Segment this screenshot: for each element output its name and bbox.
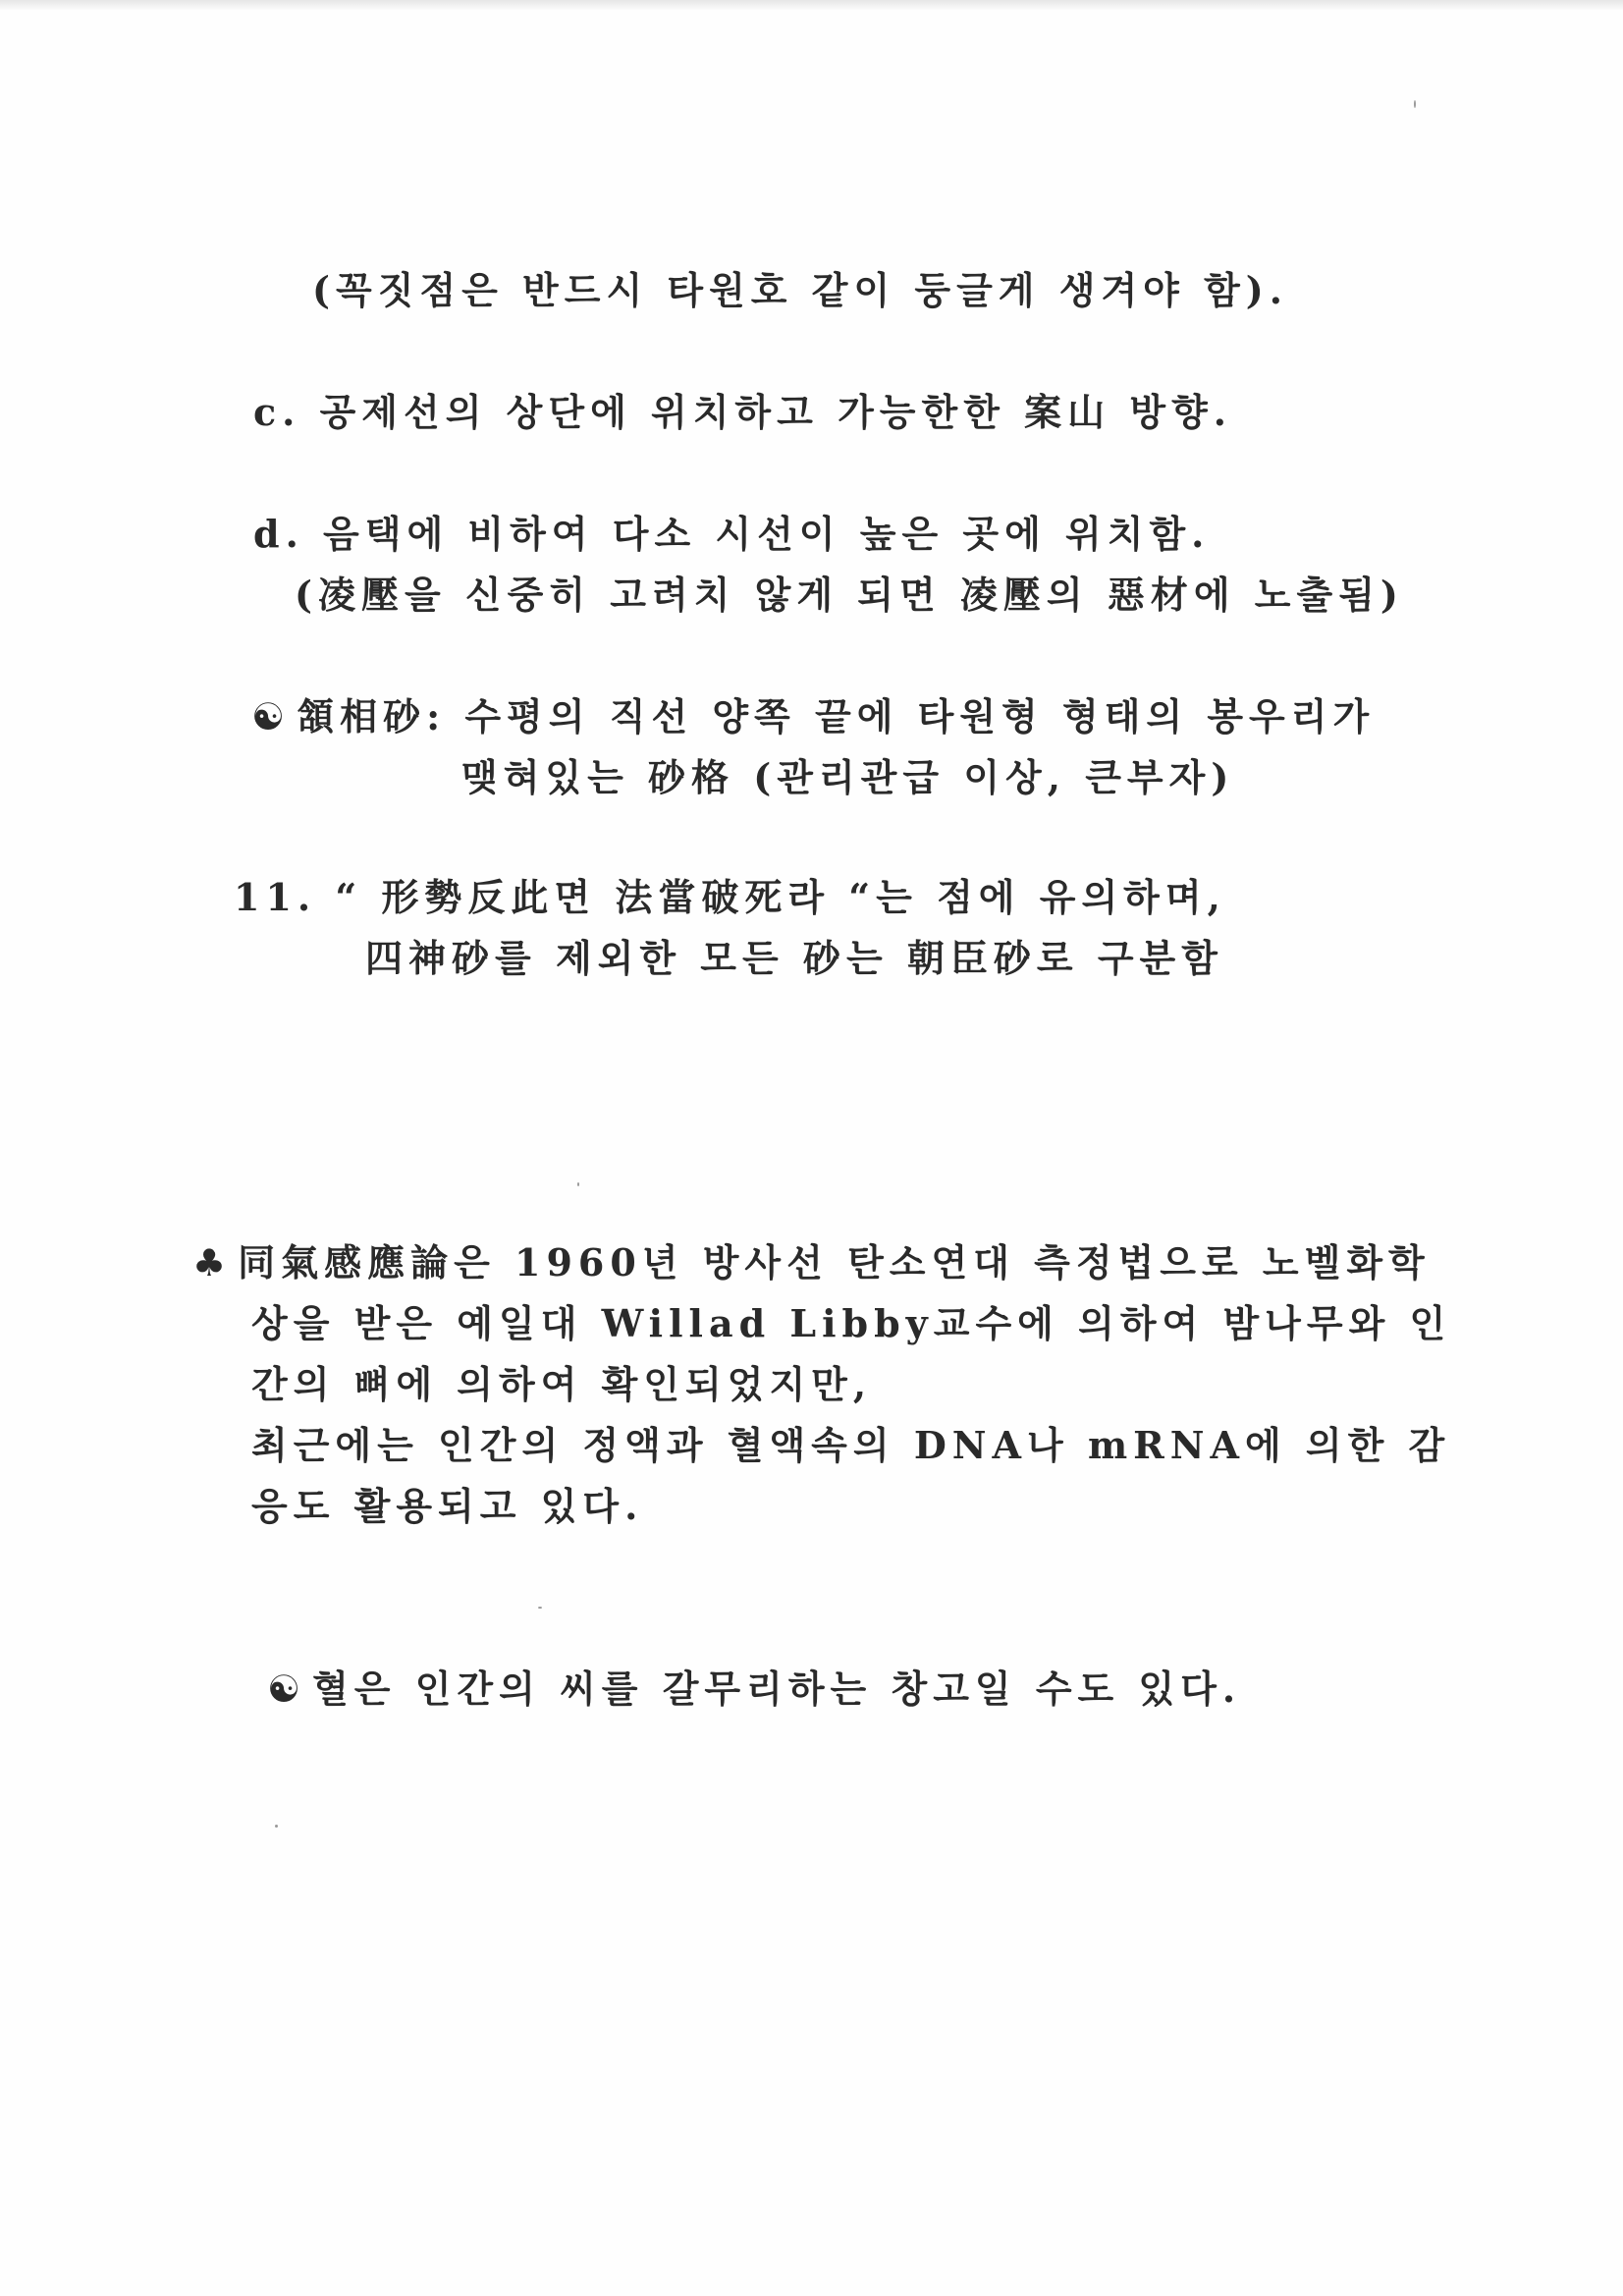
text-line-item-11: 11. “ 形勢反此면 法當破死라 “는 점에 유의하며, — [234, 875, 1226, 919]
scan-top-edge — [0, 0, 1623, 10]
scan-speck — [538, 1607, 542, 1609]
text-line-paragraph-1 — [192, 1239, 1431, 1286]
scan-speck — [1414, 100, 1416, 108]
yin-yang-icon: ☯ — [267, 1667, 301, 1711]
text-line-item-d: d. 음택에 비하여 다소 시선이 높은 곳에 위치함. — [253, 512, 1211, 556]
text-line-haam-sang-sa-cont: 맺혀있는 砂格 (관리관급 이상, 큰부자) — [461, 755, 1235, 799]
scan-speck — [577, 1182, 579, 1186]
text-line-paragraph-3: 간의 뼈에 의하여 확인되었지만, — [251, 1362, 873, 1406]
closing-text: 혈은 인간의 씨를 갈무리하는 창고일 수도 있다. — [312, 1667, 1242, 1711]
text-line-haam-sang-sa — [251, 693, 1375, 740]
text-line-item-d-note: (凌壓을 신중히 고려치 않게 되면 凌壓의 惡材에 노출됨) — [295, 573, 1404, 617]
paragraph-line-1-text: 同氣感應論은 1960년 방사선 탄소연대 측정법으로 노벨화학 — [238, 1240, 1431, 1285]
text-line-closing — [267, 1666, 1241, 1713]
text-line-1: (꼭짓점은 반드시 타원호 같이 둥글게 생겨야 함). — [312, 268, 1289, 312]
haam-sang-sa-text: 頷相砂: 수평의 직선 양쪽 끝에 타원형 형태의 봉우리가 — [297, 694, 1376, 738]
scan-speck — [275, 1825, 278, 1828]
club-icon: ♣ — [192, 1241, 227, 1285]
text-line-paragraph-5: 응도 활용되고 있다. — [251, 1484, 644, 1528]
text-line-paragraph-4: 최근에는 인간의 정액과 혈액속의 DNA나 mRNA에 의한 감 — [251, 1423, 1451, 1467]
text-line-paragraph-2: 상을 받은 예일대 Willad Libby교수에 의하여 밤나무와 인 — [251, 1301, 1452, 1345]
text-line-item-c: c. 공제선의 상단에 위치하고 가능한한 案山 방향. — [253, 390, 1233, 434]
text-line-item-11-cont: 四神砂를 제외한 모든 砂는 朝臣砂로 구분함 — [365, 936, 1223, 980]
yin-yang-icon: ☯ — [251, 695, 286, 738]
